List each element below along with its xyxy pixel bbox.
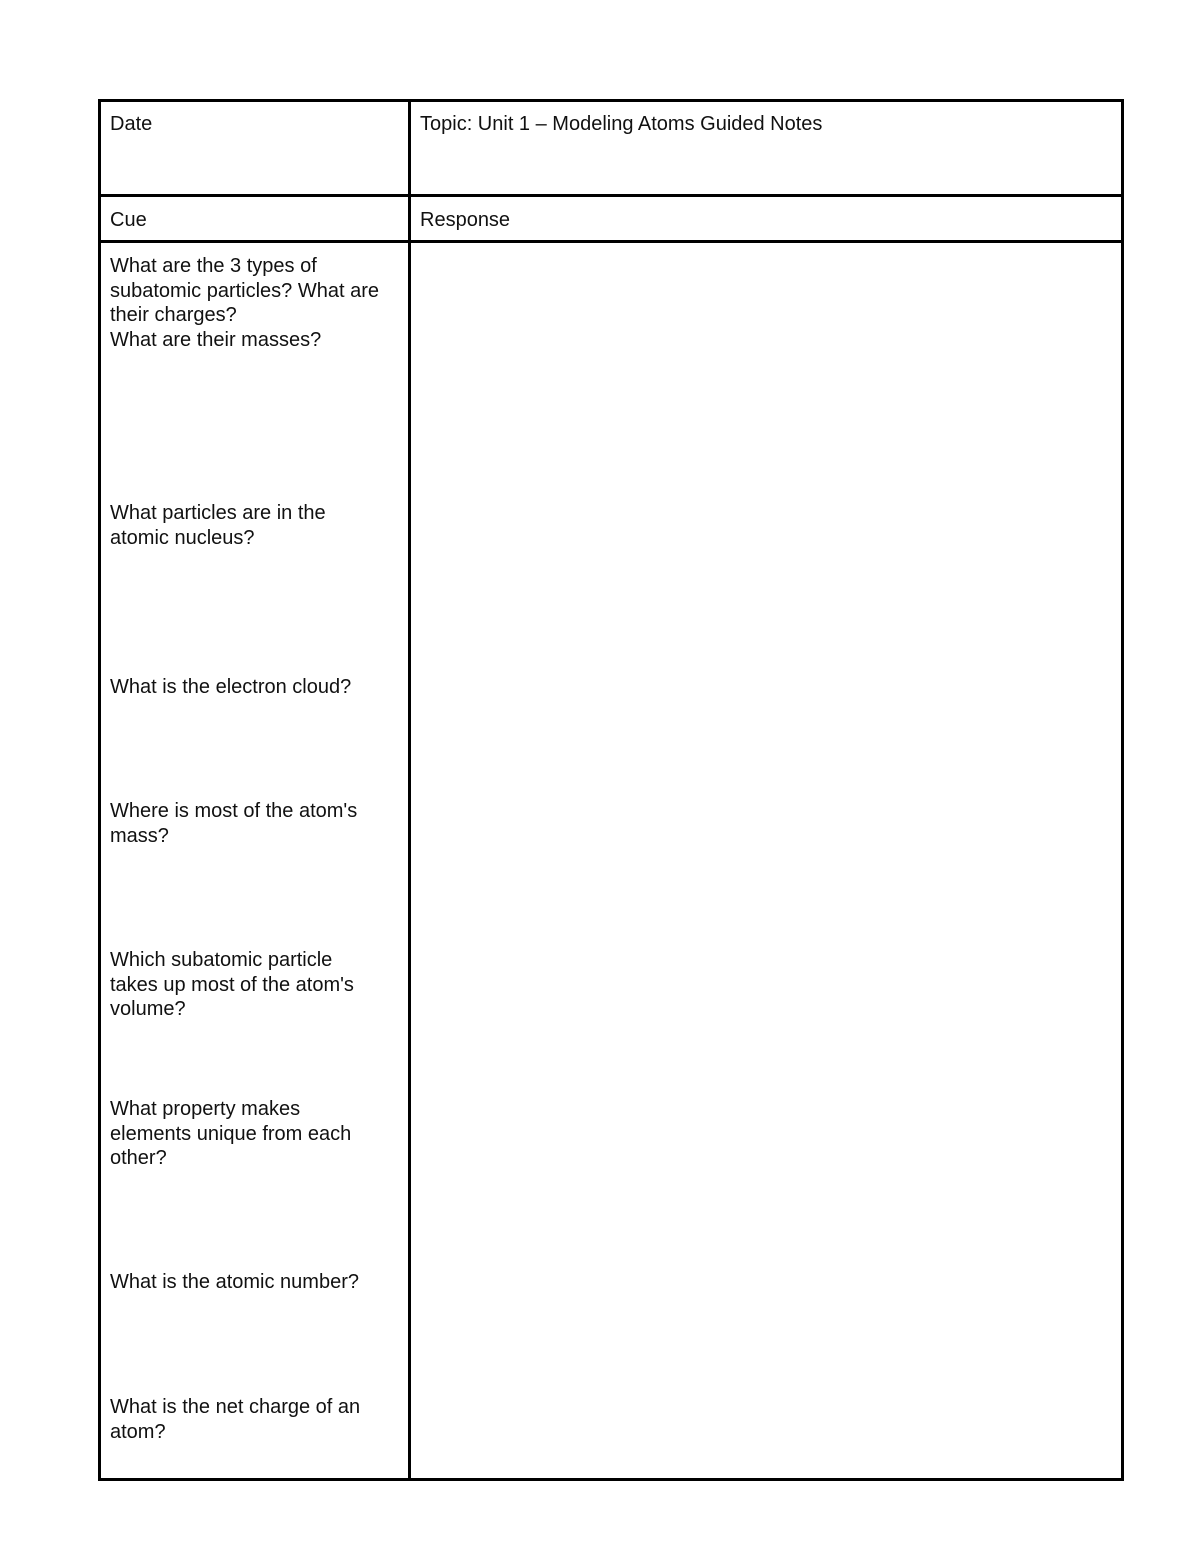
topic-title: Topic: Unit 1 – Modeling Atoms Guided Notes: [420, 113, 823, 135]
cue-line: atom?: [110, 1420, 166, 1443]
cue-line: What property makes: [110, 1098, 301, 1120]
cue-atom-volume: [110, 948, 402, 1022]
cue-subatomic-particles: [110, 254, 402, 352]
response-area[interactable]: [411, 243, 1121, 1478]
cue-element-property: [110, 1097, 402, 1171]
cue-line: Where is most of the atom's: [110, 800, 358, 822]
header-row-divider: [98, 194, 1124, 197]
date-label: Date: [110, 113, 153, 135]
response-column-header: Response: [420, 209, 511, 231]
cue-atomic-number: [110, 1270, 402, 1295]
cue-line: What is the atomic number?: [110, 1271, 359, 1293]
cue-line: takes up most of the atom's: [110, 973, 354, 996]
cue-line: What is the net charge of an: [110, 1396, 361, 1418]
cue-electron-cloud: [110, 675, 402, 700]
cue-line: volume?: [110, 998, 186, 1020]
cue-line: What are the 3 types of: [110, 255, 317, 277]
cue-line: subatomic particles? What are: [110, 279, 380, 302]
cue-line: Which subatomic particle: [110, 949, 333, 971]
cue-line: their charges?: [110, 304, 237, 326]
cue-line: What particles are in the: [110, 502, 326, 524]
cue-net-charge: [110, 1395, 402, 1444]
cue-line: elements unique from each: [110, 1122, 352, 1145]
cue-line: mass?: [110, 824, 169, 847]
cue-line: other?: [110, 1147, 167, 1169]
cue-atomic-nucleus: [110, 501, 402, 550]
cue-line: atomic nucleus?: [110, 526, 255, 549]
cue-atom-mass: [110, 799, 402, 848]
cue-line: What is the electron cloud?: [110, 676, 352, 698]
cue-line: What are their masses?: [110, 328, 322, 351]
cue-column-header: Cue: [110, 209, 147, 231]
